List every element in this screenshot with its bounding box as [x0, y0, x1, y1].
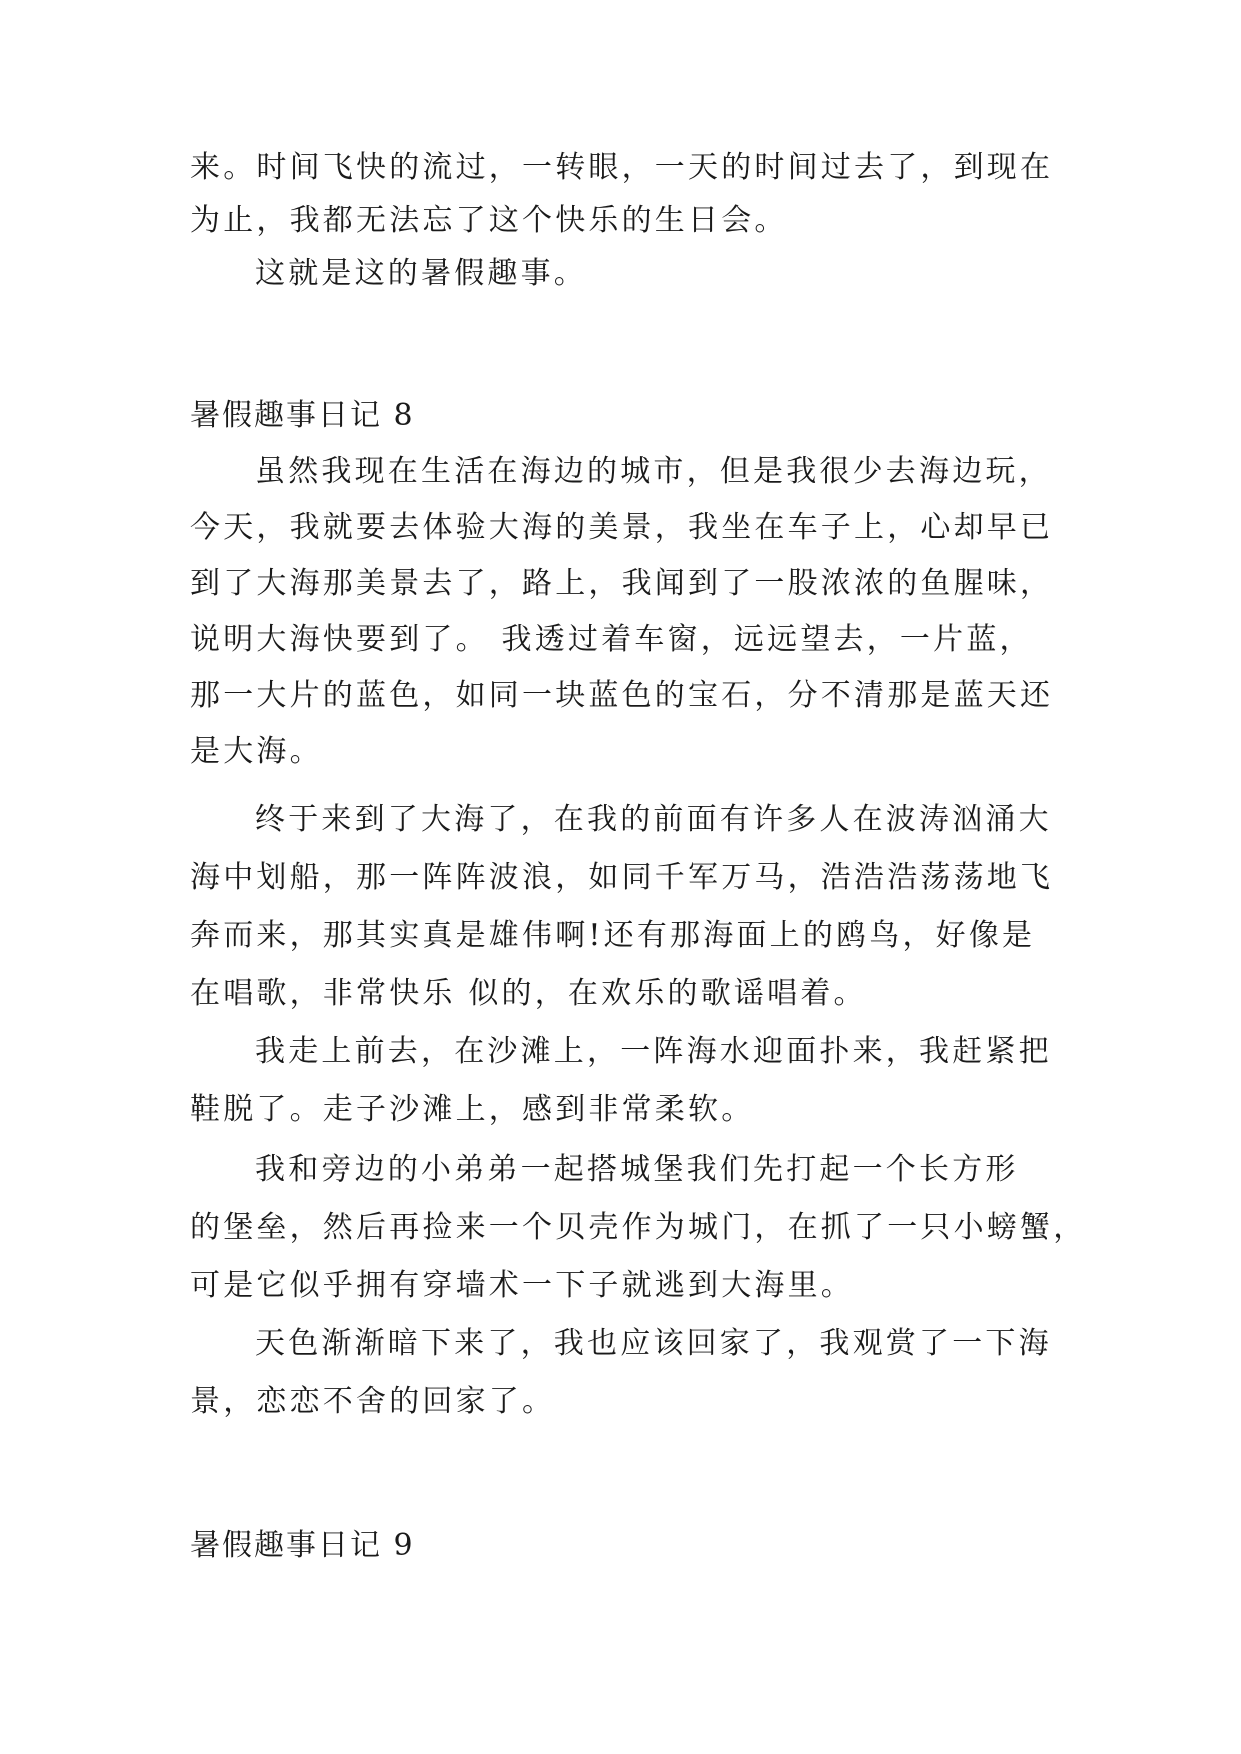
paragraph-line: 说明大海快要到了。 我透过着车窗，远远望去，一片蓝，	[190, 622, 1033, 657]
paragraph-line: 终于来到了大海了，在我的前面有许多人在波涛汹涌大	[255, 802, 1052, 837]
paragraph-line: 景，恋恋不舍的回家了。	[190, 1384, 556, 1419]
paragraph-line: 虽然我现在生活在海边的城市，但是我很少去海边玩，	[255, 454, 1052, 489]
paragraph-line: 是大海。	[190, 734, 323, 769]
paragraph-line: 奔而来，那其实真是雄伟啊!还有那海面上的鸥鸟，好像是	[190, 918, 1036, 953]
paragraph-line: 天色渐渐暗下来了，我也应该回家了，我观赏了一下海	[255, 1326, 1052, 1361]
paragraph-line: 那一大片的蓝色，如同一块蓝色的宝石，分不清那是蓝天还	[190, 678, 1054, 713]
paragraph-line: 可是它似乎拥有穿墙术一下子就逃到大海里。	[190, 1268, 854, 1303]
paragraph-line: 到了大海那美景去了，路上，我闻到了一股浓浓的鱼腥味，	[190, 566, 1054, 601]
paragraph-line: 的堡垒，然后再捡来一个贝壳作为城门，在抓了一只小螃蟹，	[190, 1210, 1087, 1245]
section-heading: 暑假趣事日记 8	[190, 398, 415, 433]
paragraph-line: 鞋脱了。走子沙滩上，感到非常柔软。	[190, 1092, 755, 1127]
paragraph-line: 这就是这的暑假趣事。	[255, 256, 587, 291]
paragraph-line: 我走上前去，在沙滩上，一阵海水迎面扑来，我赶紧把	[255, 1034, 1052, 1069]
section-heading: 暑假趣事日记 9	[190, 1528, 415, 1563]
paragraph-line: 在唱歌，非常快乐 似的，在欢乐的歌谣唱着。	[190, 976, 867, 1011]
paragraph-line: 我和旁边的小弟弟一起搭城堡我们先打起一个长方形	[255, 1152, 1019, 1187]
paragraph-line: 海中划船，那一阵阵波浪，如同千军万马，浩浩浩荡荡地飞	[190, 860, 1054, 895]
paragraph-line: 来。时间飞快的流过，一转眼，一天的时间过去了，到现在	[190, 150, 1054, 185]
paragraph-line: 为止，我都无法忘了这个快乐的生日会。	[190, 203, 788, 238]
paragraph-line: 今天，我就要去体验大海的美景，我坐在车子上，心却早已	[190, 510, 1054, 545]
